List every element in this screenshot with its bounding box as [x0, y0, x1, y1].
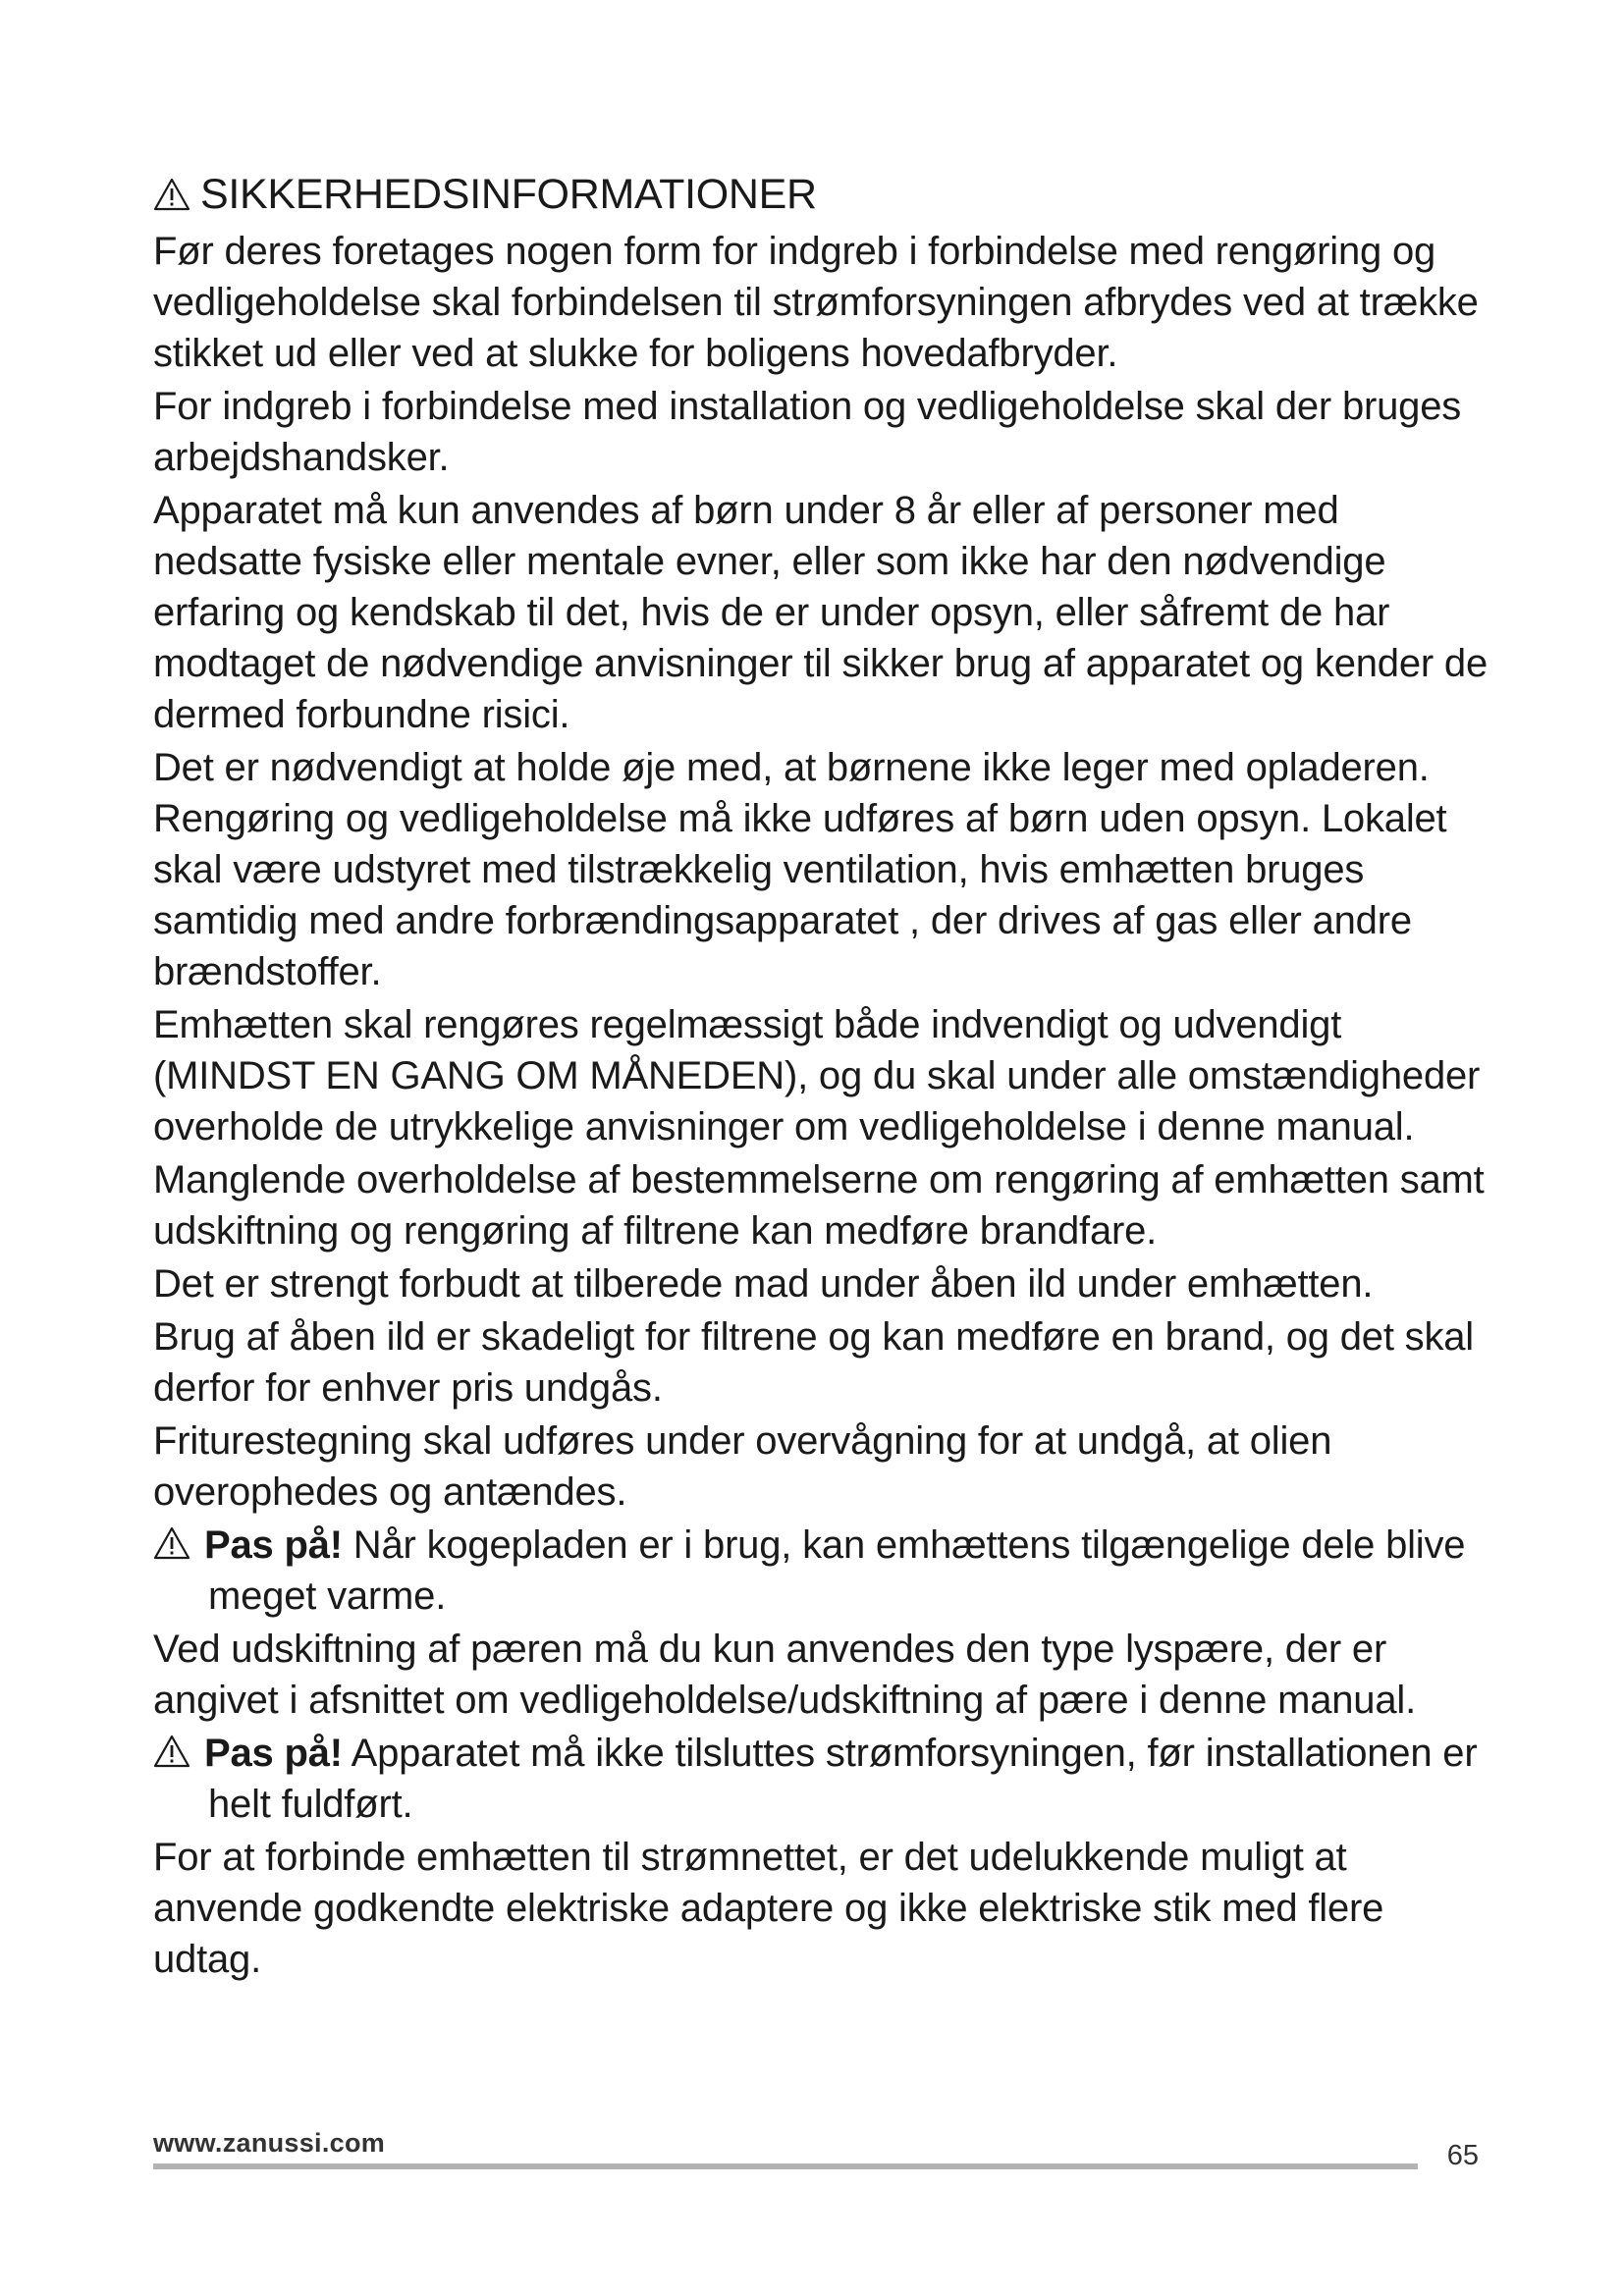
paragraph-disconnect: Før deres foretages nogen form for indgreb i forbindelse med rengøring og vedligeholdelse skal forbindelsen til strømforsyningen afbrydes ved at trække stikket ud eller ved at slukke for boligens hovedafbryder.: [153, 230, 1479, 375]
warning-text: Når kogepladen er i brug, kan emhættens tilgængelige dele blive meget varme.: [208, 1523, 1466, 1618]
footer-rule: [153, 2163, 1418, 2169]
warning-text: Apparatet må ikke tilsluttes strømforsyningen, før installationen er helt fuldført.: [208, 1732, 1478, 1826]
paragraph-fire-risk: Manglende overholdelse af bestemmelserne om rengøring af emhætten samt udskiftning og rengøring af filtrene kan medføre brandfare.: [153, 1158, 1485, 1253]
warning-triangle-icon: [153, 1525, 190, 1561]
page-footer: [153, 2128, 1489, 2177]
paragraph-cleaning: Emhætten skal rengøres regelmæssigt både indvendigt og udvendigt (MINDST EN GANG OM MÅNEDEN), og du skal under alle omstændigheder overholde de utrykkelige anvisninger om vedligeholdelse i denne manual.: [153, 1003, 1481, 1148]
paragraph-frying: Friturestegning skal udføres under overvågning for at undgå, at olien overophedes og antændes.: [153, 1419, 1332, 1514]
paragraph-bulb: Ved udskiftning af pæren må du kun anvendes den type lyspære, der er angivet i afsnittet om vedligeholdelse/udskiftning af pære i denne manual.: [153, 1628, 1417, 1722]
warning-label: Pas på!: [204, 1523, 343, 1567]
paragraph-electrical: For at forbinde emhætten til strømnettet, er det udelukkende muligt at anvende godkendte elektriske adaptere og ikke elektriske stik med flere udtag.: [153, 1836, 1384, 1981]
warning-note-hot-parts: [153, 1520, 1489, 1622]
paragraph-flame-damage: Brug af åben ild er skadeligt for filtrene og kan medføre en brand, og det skal derfor for enhver pris undgås.: [153, 1315, 1474, 1410]
warning-note-installation: [153, 1728, 1489, 1830]
manual-page: [153, 165, 1489, 1987]
section-title: SIKKERHEDSINFORMATIONER: [200, 171, 817, 218]
section-heading: [153, 165, 1489, 224]
website-link[interactable]: www.zanussi.com: [153, 2128, 386, 2158]
paragraph-ventilation: Det er nødvendigt at holde øje med, at børnene ikke leger med opladeren. Rengøring og vedligeholdelse må ikke udføres af børn uden opsyn. Lokalet skal være udstyret med tilstrækkelig ventilation, hvis emhætten bruges samtidig med andre forbrændingsapparatet , der drives af gas eller andre brændstoffer.: [153, 746, 1447, 993]
page-number: 65: [1446, 2140, 1479, 2171]
warning-triangle-icon: [153, 1734, 190, 1769]
paragraph-open-flame: Det er strengt forbudt at tilberede mad under åben ild under emhætten.: [153, 1262, 1374, 1306]
warning-label: Pas på!: [204, 1732, 343, 1775]
paragraph-children-usage: Apparatet må kun anvendes af børn under 8 år eller af personer med nedsatte fysiske eller mentale evner, eller som ikke har den nødvendige erfaring og kendskab til det, hvis de er under opsyn, eller såfremt de har modtaget de nødvendige anvisninger til sikker brug af apparatet og kender de dermed forbundne risici.: [153, 489, 1488, 736]
warning-triangle-icon: [153, 177, 190, 212]
paragraph-gloves: For indgreb i forbindelse med installation og vedligeholdelse skal der bruges arbejdshandsker.: [153, 385, 1462, 479]
